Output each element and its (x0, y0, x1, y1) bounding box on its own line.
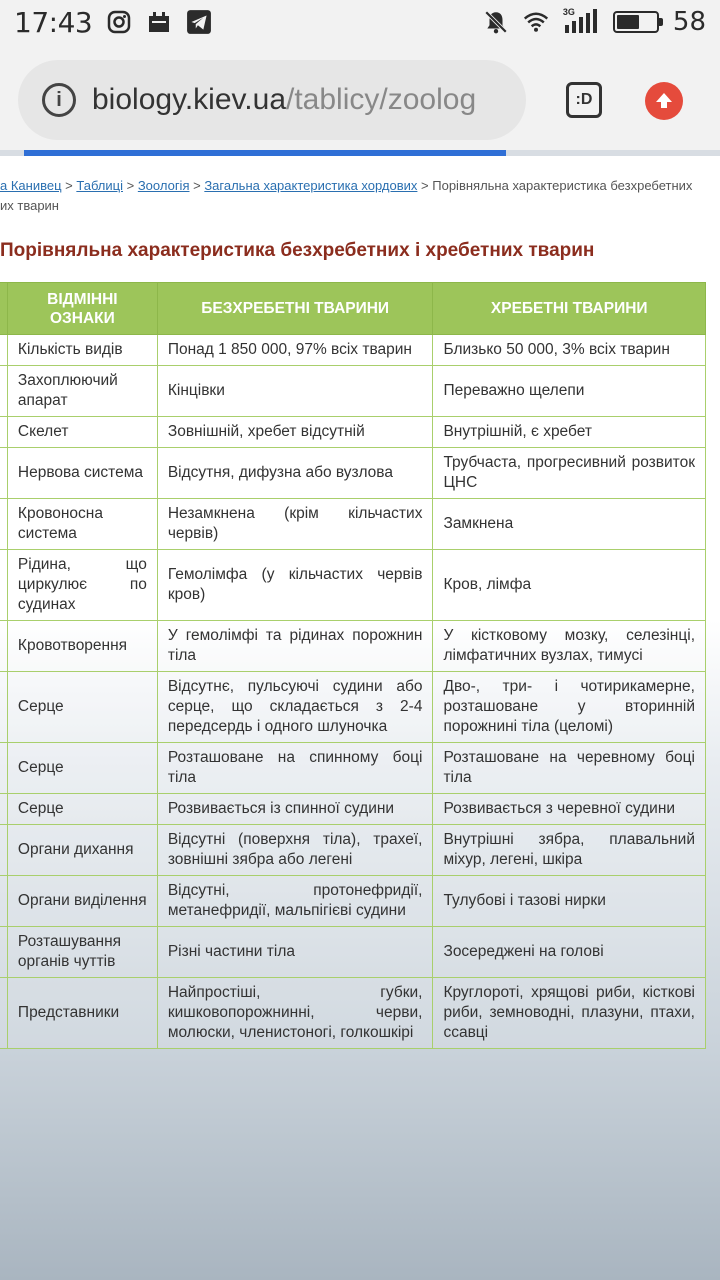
table-row (0, 672, 706, 743)
table-row (0, 621, 706, 672)
table-cell-empty (0, 876, 7, 927)
table-cell-empty (0, 794, 7, 825)
table-cell-invertebrates: Відсутні (поверхня тіла), трахеї, зовнішні зябра або легені (157, 825, 433, 876)
table-cell-vertebrates: Розвивається з черевної судини (433, 794, 706, 825)
table-cell-empty (0, 927, 7, 978)
breadcrumb-link-zoology[interactable]: Зоологія (137, 178, 190, 193)
table-cell-empty (0, 366, 7, 417)
table-cell-feature: Скелет (7, 417, 157, 448)
table-cell-empty (0, 448, 7, 499)
breadcrumb-current: Порівняльна характеристика безхребетних (432, 178, 693, 193)
table-cell-feature: Розташування органів чуттів (7, 927, 157, 978)
table-header-invertebrates: БЕЗХРЕБЕТНІ ТВАРИНИ (157, 283, 433, 335)
table-cell-feature: Серце (7, 794, 157, 825)
table-cell-invertebrates: Незамкнена (крім кільчастих червів) (157, 499, 433, 550)
breadcrumb-link-chordates[interactable]: Загальна характеристика хордових (204, 178, 418, 193)
battery-percent: 58 (672, 7, 706, 37)
table-cell-empty (0, 499, 7, 550)
table-row (0, 743, 706, 794)
table-cell-vertebrates: Замкнена (433, 499, 706, 550)
instagram-icon (106, 9, 132, 35)
table-row (0, 927, 706, 978)
status-time: 17:43 (14, 5, 93, 39)
table-cell-invertebrates: Відсутня, дифузна або вузлова (157, 448, 433, 499)
table-cell-invertebrates: Зовнішній, хребет відсутній (157, 417, 433, 448)
table-cell-vertebrates: Кров, лімфа (433, 550, 706, 621)
table-row (0, 499, 706, 550)
page-title: Порівняльна характеристика безхребетних і хребетних тварин (0, 240, 595, 261)
table-cell-vertebrates: Переважно щелепи (433, 366, 706, 417)
url-path: /tablicy/zoolog (286, 83, 477, 116)
table-cell-feature: Захоплюючий апарат (7, 366, 157, 417)
table-header-row (0, 283, 706, 335)
table-cell-invertebrates: Різні частини тіла (157, 927, 433, 978)
table-cell-feature: Рідина, що циркулює по судинах (7, 550, 157, 621)
table-cell-feature: Органи дихання (7, 825, 157, 876)
telegram-icon (186, 9, 212, 35)
wifi-icon (523, 9, 549, 35)
table-cell-vertebrates: Трубчаста, прогресивний розвиток ЦНС (433, 448, 706, 499)
table-cell-feature: Серце (7, 743, 157, 794)
table-cell-vertebrates: Розташоване на черевному боці тіла (433, 743, 706, 794)
browser-toolbar (0, 44, 720, 156)
table-cell-feature: Кровотворення (7, 621, 157, 672)
breadcrumb-current-cont: их тварин (0, 198, 59, 213)
table-cell-vertebrates: У кістковому мозку, селезінці, лімфатичних вузлах, тимусі (433, 621, 706, 672)
table-cell-feature: Серце (7, 672, 157, 743)
battery-icon (613, 11, 659, 33)
table-cell-empty (0, 417, 7, 448)
table-cell-feature: Представники (7, 978, 157, 1049)
table-cell-invertebrates: Гемолімфа (у кільчастих червів кров) (157, 550, 433, 621)
breadcrumb: а Канивец > Таблиці > Зоологія > Загальна характеристика хордових > Порівняльна характеристика безхребетних их тварин (0, 178, 693, 213)
table-cell-invertebrates: Розвивається із спинної судини (157, 794, 433, 825)
site-info-icon[interactable]: i (42, 83, 76, 117)
table-cell-invertebrates: Розташоване на спинному боці тіла (157, 743, 433, 794)
url-domain: biology.kiev.ua (92, 83, 287, 116)
table-row (0, 978, 706, 1049)
table-header-cell-empty (0, 283, 7, 335)
calendar-app-icon (146, 9, 172, 35)
table-row (0, 876, 706, 927)
address-bar[interactable] (18, 60, 526, 140)
url-text[interactable] (92, 83, 476, 117)
table-cell-feature: Органи виділення (7, 876, 157, 927)
table-cell-empty (0, 978, 7, 1049)
status-bar (0, 0, 720, 44)
mute-icon (483, 9, 509, 35)
breadcrumb-link-author[interactable]: а Канивец (0, 178, 62, 193)
table-cell-invertebrates: Кінцівки (157, 366, 433, 417)
page-load-progress (0, 150, 720, 156)
table-cell-vertebrates: Внутрішній, є хребет (433, 417, 706, 448)
table-cell-invertebrates: Найпростіші, губки, кишковопорожнинні, черви, молюски, членистоногі, голкошкірі (157, 978, 433, 1049)
table-cell-invertebrates: Відсутні, протонефридії, метанефридії, мальпігієві судини (157, 876, 433, 927)
table-cell-empty (0, 825, 7, 876)
table-cell-empty (0, 672, 7, 743)
table-row (0, 366, 706, 417)
table-cell-empty (0, 550, 7, 621)
table-row (0, 825, 706, 876)
table-row (0, 448, 706, 499)
network-type: 3G (562, 7, 575, 17)
table-cell-empty (0, 335, 7, 366)
table-cell-invertebrates: Відсутнє, пульсуючі судини або серце, що складається з 2-4 передсердь і одного шлуночка (157, 672, 433, 743)
tab-switcher-button[interactable]: :D (566, 82, 602, 118)
table-cell-vertebrates: Круглороті, хрящові риби, кісткові риби, земноводні, плазуни, птахи, ссавці (433, 978, 706, 1049)
table-cell-empty (0, 621, 7, 672)
update-icon[interactable] (645, 82, 683, 120)
table-header-vertebrates: ХРЕБЕТНІ ТВАРИНИ (433, 283, 706, 335)
table-row (0, 335, 706, 366)
signal-icon (563, 9, 599, 35)
table-row (0, 417, 706, 448)
table-cell-feature: Кількість видів (7, 335, 157, 366)
table-cell-vertebrates: Тулубові і тазові нирки (433, 876, 706, 927)
table-cell-empty (0, 743, 7, 794)
table-cell-vertebrates: Зосереджені на голові (433, 927, 706, 978)
breadcrumb-link-tables[interactable]: Таблиці (76, 178, 123, 193)
table-cell-feature: Кровоносна система (7, 499, 157, 550)
table-cell-invertebrates: Понад 1 850 000, 97% всіх тварин (157, 335, 433, 366)
table-row (0, 794, 706, 825)
table-header-features: ВІДМІННІ ОЗНАКИ (7, 283, 157, 335)
table-cell-vertebrates: Близько 50 000, 3% всіх тварин (433, 335, 706, 366)
table-cell-invertebrates: У гемолімфі та рідинах порожнин тіла (157, 621, 433, 672)
table-cell-vertebrates: Внутрішні зябра, плавальний міхур, легені, шкіра (433, 825, 706, 876)
table-cell-vertebrates: Дво-, три- і чотирикамерне, розташоване у вторинній порожнині тіла (целомі) (433, 672, 706, 743)
table-cell-feature: Нервова система (7, 448, 157, 499)
table-row (0, 550, 706, 621)
comparison-table (0, 282, 706, 1049)
